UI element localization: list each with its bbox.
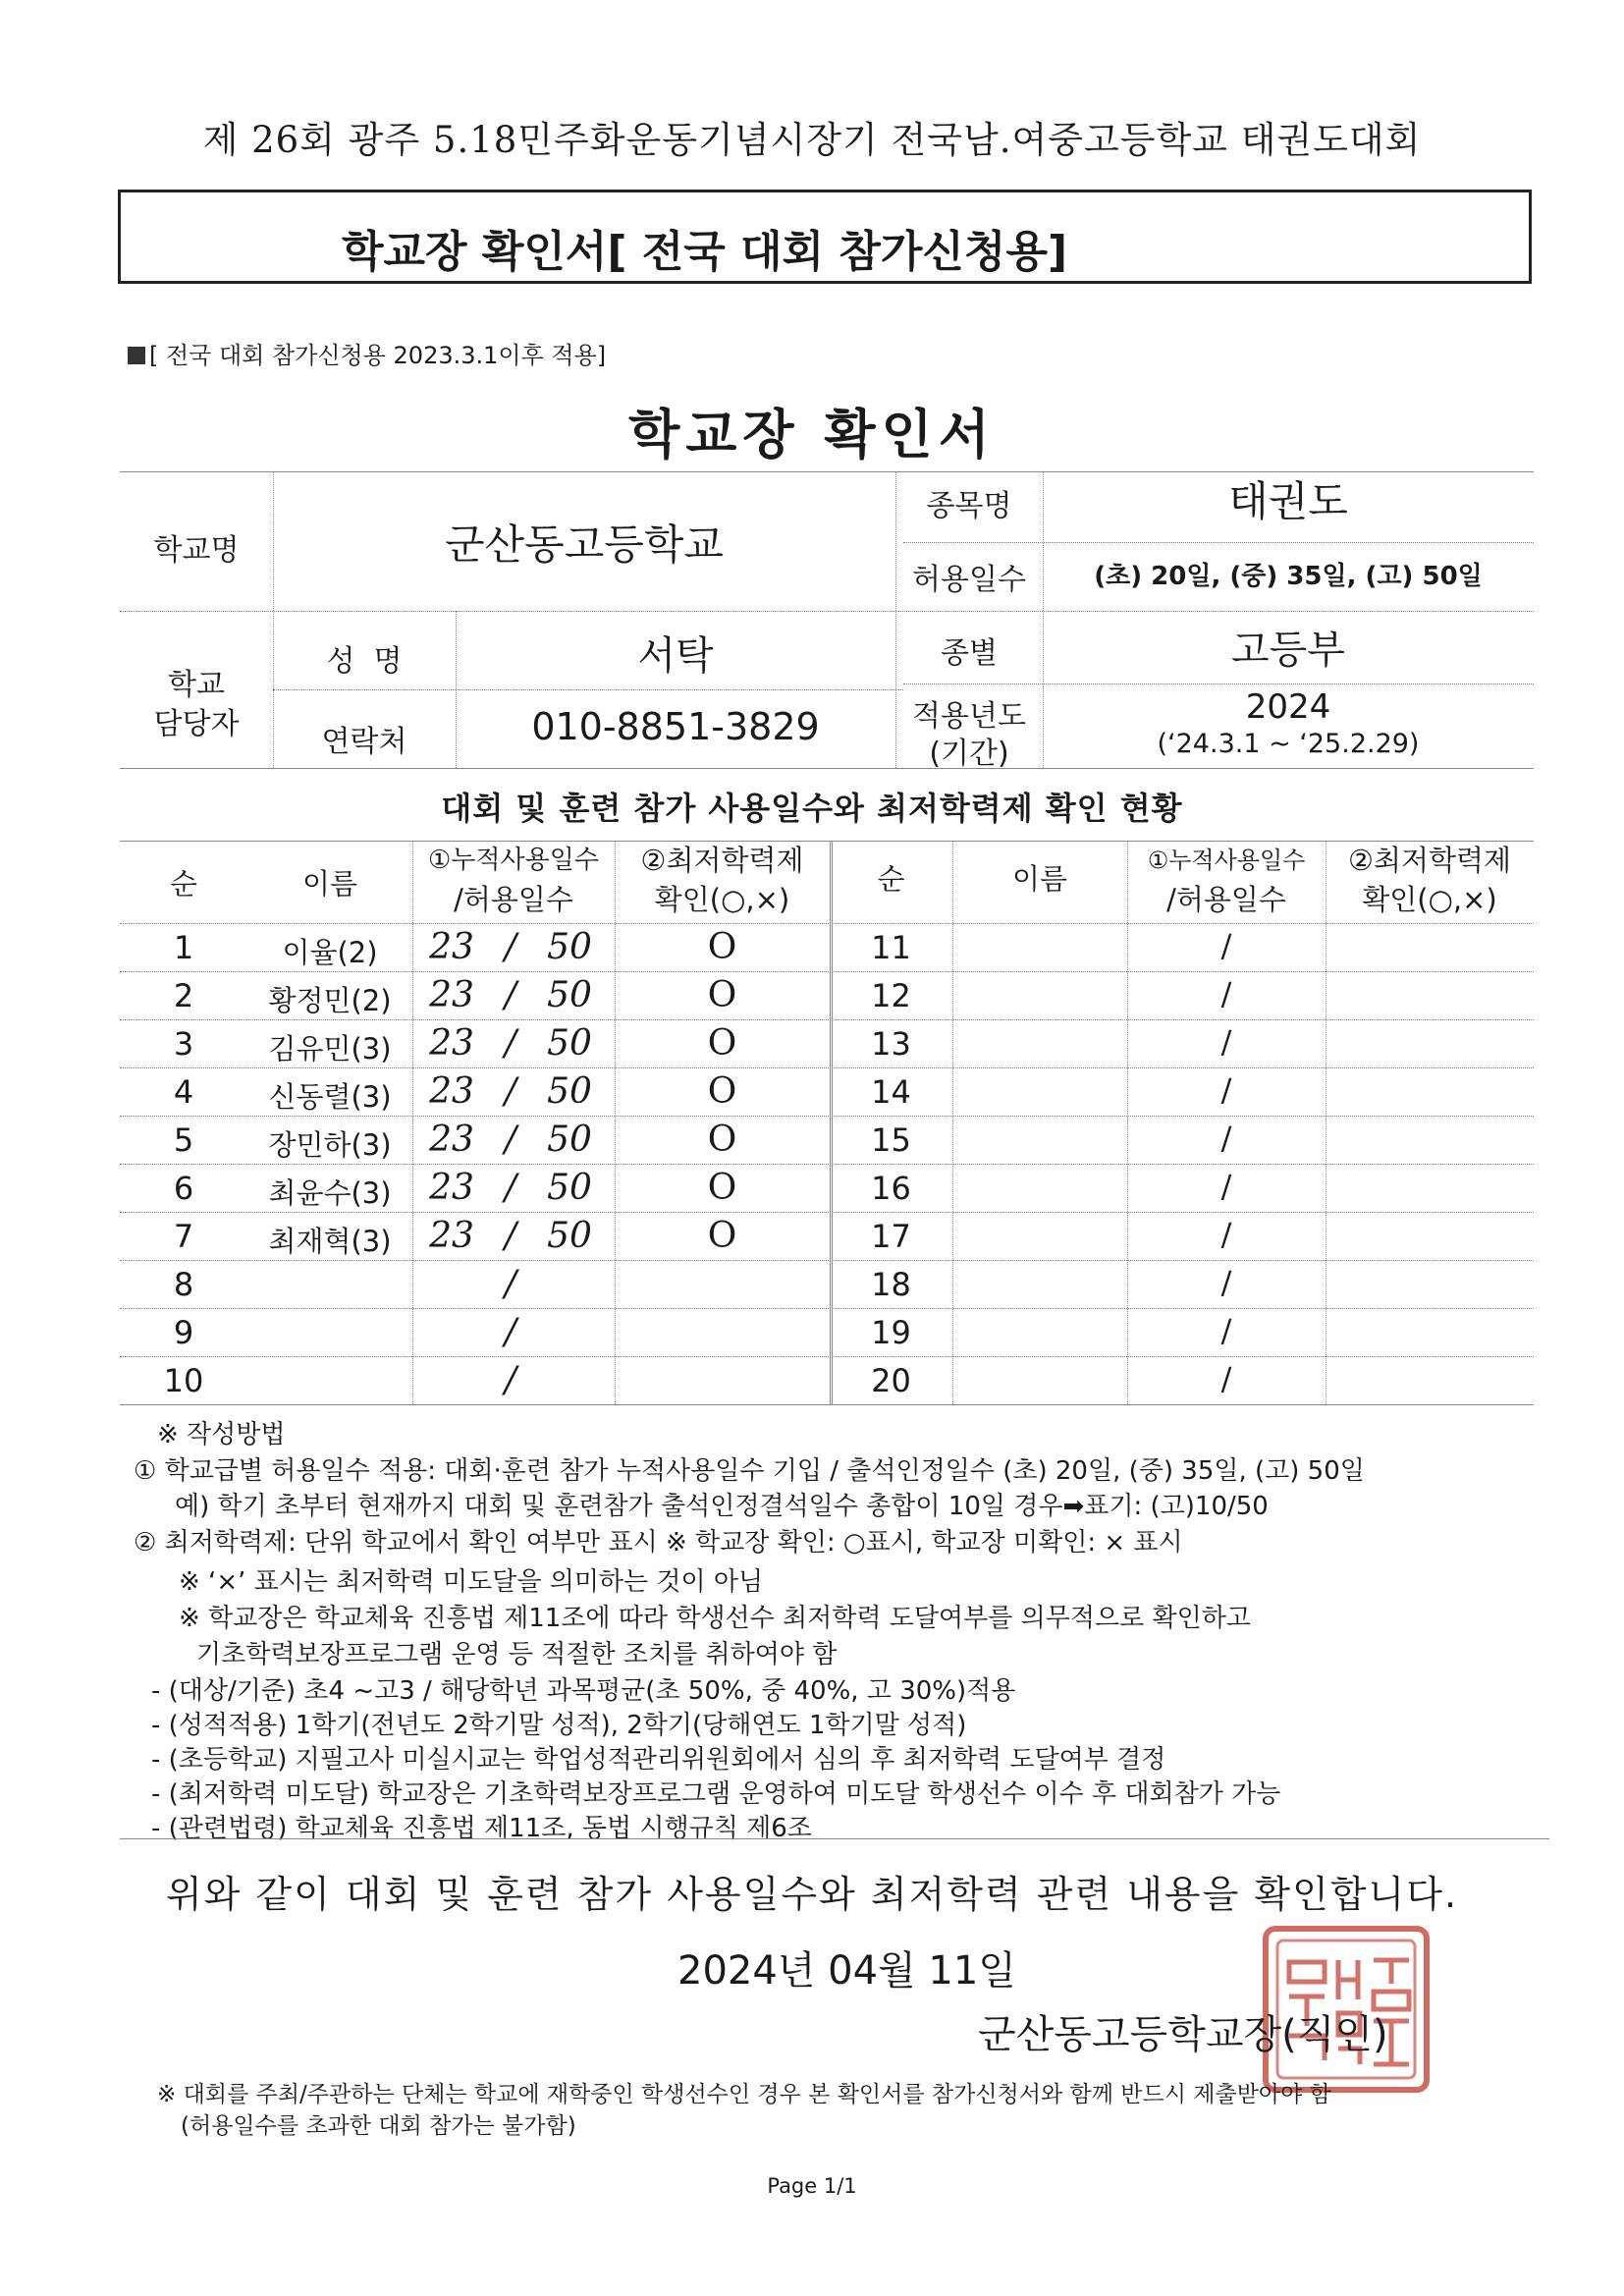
note-heading: ※ 작성방법 <box>157 1420 286 1449</box>
table-row-divider <box>120 1356 1534 1357</box>
table-row-divider <box>120 1212 1534 1213</box>
row-number-right: 18 <box>871 1266 911 1303</box>
days-separator: / <box>504 1071 517 1112</box>
student-name: 이율(2) <box>282 936 378 969</box>
table-row-divider <box>120 1260 1534 1261</box>
confirmation-text: 위와 같이 대회 및 훈련 참가 사용일수와 최저학력 관련 내용을 확인합니다. <box>165 1873 1459 1916</box>
used-days: 23 <box>429 975 474 1015</box>
minimum-academic-check: O <box>707 1071 737 1112</box>
form-note-text: [ 전국 대회 참가신청용 2023.3.1이후 적용] <box>149 342 607 369</box>
days-separator-right: / <box>1220 1120 1232 1157</box>
note-line: - (성적적용) 1학기(전년도 2학기말 성적), 2학기(당해연도 1학기말 성적) <box>151 1711 967 1740</box>
student-name: 장민하(3) <box>268 1128 392 1162</box>
note-line: ② 최저학력제: 단위 학교에서 확인 여부만 표시 ※ 학교장 확인: ○표시, 학교장 미확인: × 표시 <box>134 1528 1183 1558</box>
info-table-bottom-border <box>120 768 1534 769</box>
days-separator-right: / <box>1220 927 1232 964</box>
header-days-right-line2: /허용일수 <box>1166 883 1286 916</box>
list-table-bottom-border <box>120 1404 1534 1405</box>
row-number-right: 12 <box>871 977 911 1014</box>
header-check-right-line2: 확인(○,×) <box>1362 883 1497 916</box>
allowed-days-value: 50 <box>547 927 592 967</box>
main-title: 학교장 확인서 <box>628 404 996 465</box>
list-table-header-divider <box>120 923 1534 924</box>
row-number-right: 20 <box>871 1362 911 1399</box>
school-name-label: 학교명 <box>153 533 240 568</box>
allowed-days-value: 50 <box>547 1216 592 1256</box>
days-separator-right: / <box>1220 1264 1232 1301</box>
days-separator: / <box>504 975 517 1015</box>
info-table-divider <box>120 611 1534 612</box>
note-line: - (대상/기준) 초4 ~고3 / 해당학년 과목평균(초 50%, 중 40%, 고 30%)적용 <box>151 1676 1016 1706</box>
row-number: 4 <box>173 1073 194 1111</box>
allowed-days-value: 50 <box>547 1168 592 1208</box>
minimum-academic-check: O <box>707 1120 737 1160</box>
footer-note: ※ 대회를 주최/주관하는 단체는 학교에 재학중인 학생선수인 경우 본 확인서를 참가신청서와 함께 반드시 제출받아야 함 <box>157 2082 1331 2107</box>
header-check-line1: ②최저학력제 <box>640 844 804 877</box>
row-number: 1 <box>173 929 194 966</box>
header-days-right-line1: ①누적사용일수 <box>1147 847 1306 874</box>
days-separator-right: / <box>1220 1360 1232 1397</box>
header-no-right: 순 <box>877 862 905 896</box>
division: 고등부 <box>1231 628 1345 673</box>
form-note <box>128 336 606 370</box>
row-number-right: 13 <box>871 1025 911 1063</box>
manager-name: 서탁 <box>637 633 714 679</box>
student-name: 최윤수(3) <box>268 1176 392 1210</box>
note-line: ※ ‘×’ 표시는 최저학력 미도달을 의미하는 것이 아님 <box>179 1567 764 1597</box>
days-separator-right: / <box>1220 1071 1232 1109</box>
days-separator: / <box>504 1120 517 1160</box>
days-separator-right: / <box>1220 1312 1232 1349</box>
event-title: 제 26회 광주 5.18민주화운동기념시장기 전국남.여중고등학교 태권도대회 <box>202 119 1422 161</box>
used-days: 23 <box>429 1071 474 1112</box>
table-row-divider <box>120 971 1534 972</box>
info-table-divider <box>273 689 903 690</box>
used-days: 23 <box>429 1120 474 1160</box>
note-line: 예) 학기 초부터 현재까지 대회 및 훈련참가 출석인정결석일수 총합이 10일 경우➡표기: (고)10/50 <box>175 1492 1269 1521</box>
days-separator-right: / <box>1220 1216 1232 1253</box>
square-bullet-icon <box>128 347 145 364</box>
header-check-right-line1: ②최저학력제 <box>1347 844 1512 877</box>
list-table-divider <box>952 841 953 1404</box>
allowed-days-label: 허용일수 <box>912 563 1026 597</box>
row-number-right: 19 <box>871 1314 911 1351</box>
row-number-right: 17 <box>871 1218 911 1255</box>
days-separator: / <box>504 1264 517 1304</box>
page-number: Page 1/1 <box>767 2174 857 2198</box>
minimum-academic-check: O <box>707 1023 737 1064</box>
allowed-days-value: 50 <box>547 975 592 1015</box>
table-row-divider <box>120 1116 1534 1117</box>
year-label-line1: 적용년도 <box>912 699 1026 734</box>
note-line: 기초학력보장프로그램 운영 등 적절한 조치를 취하여야 함 <box>196 1640 838 1669</box>
sport-label: 종목명 <box>926 489 1012 523</box>
contact-label: 연락처 <box>321 725 407 759</box>
school-name: 군산동고등학교 <box>444 520 724 569</box>
minimum-academic-check: O <box>707 1168 737 1208</box>
days-separator-right: / <box>1220 975 1232 1012</box>
row-number-right: 15 <box>871 1121 911 1159</box>
allowed-days-value: 50 <box>547 1023 592 1064</box>
used-days: 23 <box>429 1023 474 1064</box>
row-number: 7 <box>173 1218 194 1255</box>
student-name: 황정민(2) <box>268 984 392 1017</box>
table-row-divider <box>120 1164 1534 1165</box>
row-number: 10 <box>163 1362 204 1399</box>
note-line: - (초등학교) 지필고사 미실시교는 학업성적관리위원회에서 심의 후 최저학력 도달여부 결정 <box>151 1745 1166 1775</box>
row-number-right: 11 <box>871 929 911 966</box>
row-number-right: 14 <box>871 1073 911 1111</box>
allowed-days-value: 50 <box>547 1120 592 1160</box>
table-row-divider <box>120 1308 1534 1309</box>
row-number: 6 <box>173 1170 194 1207</box>
row-number: 5 <box>173 1121 194 1159</box>
days-separator: / <box>504 1168 517 1208</box>
days-separator: / <box>504 1312 517 1352</box>
note-line: - (최저학력 미도달) 학교장은 기초학력보장프로그램 운영하여 미도달 학생선수 이수 후 대회참가 가능 <box>151 1779 1281 1809</box>
table-row-divider <box>120 1019 1534 1020</box>
minimum-academic-check: O <box>707 1216 737 1256</box>
division-label: 종별 <box>941 636 998 671</box>
table-row-divider <box>120 1067 1534 1068</box>
signer-school-principal: 군산동고등학교장(직인) <box>978 2012 1388 2057</box>
row-number: 2 <box>173 977 194 1014</box>
used-days: 23 <box>429 1168 474 1208</box>
manager-label-line2: 담당자 <box>153 707 240 741</box>
days-separator: / <box>504 927 517 967</box>
notes-bottom-border <box>120 1838 1549 1839</box>
minimum-academic-check: O <box>707 927 737 967</box>
days-separator: / <box>504 1216 517 1256</box>
header-days-line1: ①누적사용일수 <box>427 846 599 875</box>
applied-year: 2024 <box>1245 687 1331 727</box>
info-table-divider <box>903 683 1534 684</box>
header-name-right: 이름 <box>1011 862 1068 896</box>
days-separator-right: / <box>1220 1023 1232 1061</box>
row-number-right: 16 <box>871 1170 911 1207</box>
days-separator: / <box>504 1023 517 1064</box>
row-number: 3 <box>173 1025 194 1063</box>
days-separator: / <box>504 1360 517 1400</box>
note-line: ① 학교급별 허용일수 적용: 대회·훈련 참가 누적사용일수 기입 / 출석인정일수 (초) 20일, (중) 35일, (고) 50일 <box>134 1456 1365 1486</box>
student-name: 김유민(3) <box>268 1032 392 1066</box>
allowed-days: (초) 20일, (중) 35일, (고) 50일 <box>1094 562 1483 591</box>
applied-period: (‘24.3.1 ~ ‘25.2.29) <box>1157 729 1420 759</box>
student-name: 신동렬(3) <box>268 1080 392 1114</box>
sport: 태권도 <box>1228 477 1348 525</box>
name-label: 성 명 <box>326 644 403 679</box>
footer-note: (허용일수를 초과한 대회 참가는 불가함) <box>181 2113 576 2139</box>
header-name: 이름 <box>301 867 358 901</box>
allowed-days-value: 50 <box>547 1071 592 1112</box>
used-days: 23 <box>429 1216 474 1256</box>
minimum-academic-check: O <box>707 975 737 1015</box>
student-name: 최재혁(3) <box>268 1225 392 1258</box>
note-line: - (관련법령) 학교체육 진흥법 제11조, 동법 시행규칙 제6조 <box>151 1814 812 1843</box>
row-number: 8 <box>173 1266 194 1303</box>
used-days: 23 <box>429 927 474 967</box>
document-title: 학교장 확인서[ 전국 대회 참가신청용] <box>342 227 1068 277</box>
row-number: 9 <box>173 1314 194 1351</box>
document-date: 2024년 04월 11일 <box>677 1948 1016 1994</box>
section-title: 대회 및 훈련 참가 사용일수와 최저학력제 확인 현황 <box>441 790 1183 827</box>
header-no: 순 <box>169 867 197 901</box>
year-label-line2: (기간) <box>929 737 1009 771</box>
days-separator-right: / <box>1220 1168 1232 1205</box>
info-table-divider <box>903 542 1534 543</box>
header-days-line2: /허용일수 <box>454 883 573 916</box>
contact-number: 010-8851-3829 <box>531 705 820 748</box>
manager-label-line1: 학교 <box>168 668 225 702</box>
note-line: ※ 학교장은 학교체육 진흥법 제11조에 따라 학생선수 최저학력 도달여부를 의무적으로 확인하고 <box>179 1604 1251 1633</box>
header-check-line2: 확인(○,×) <box>654 883 790 916</box>
